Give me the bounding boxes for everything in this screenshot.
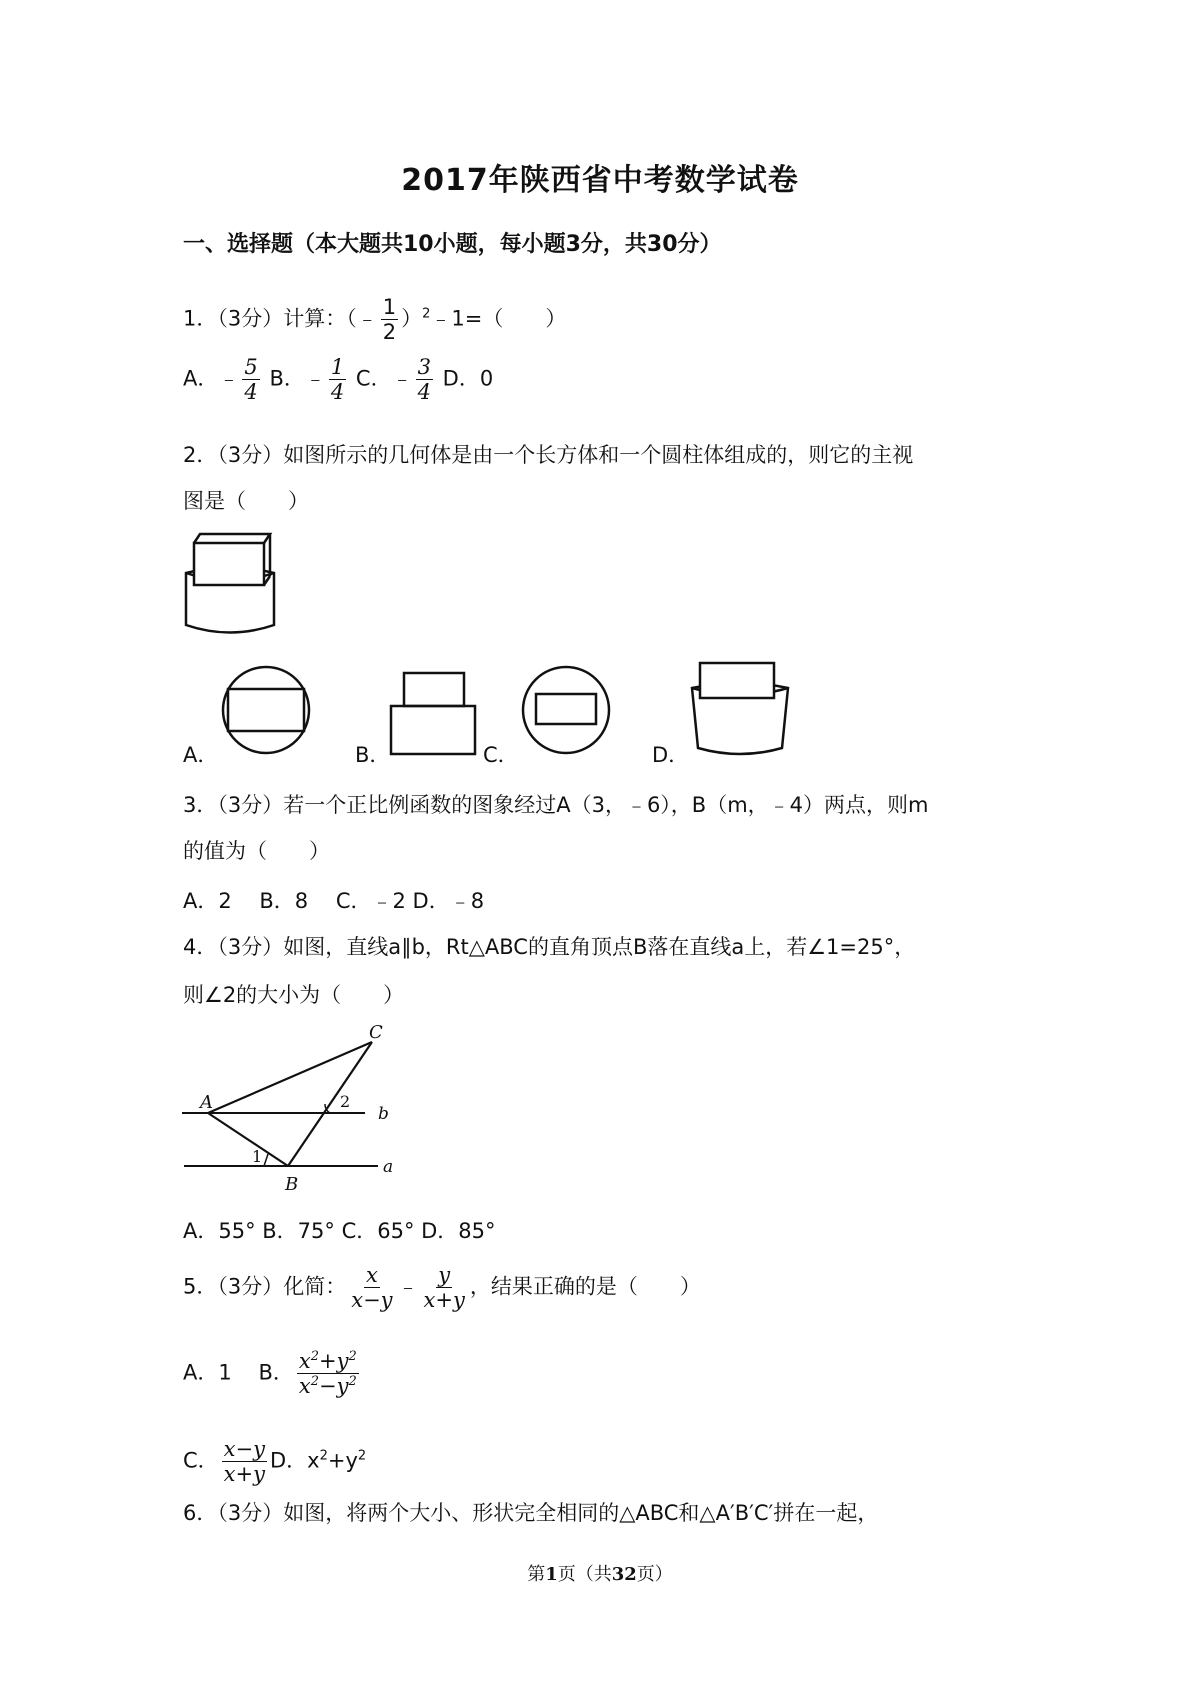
question-6-line1: 6．（3分）如图，将两个大小、形状完全相同的△ABC和△A′B′C′拼在一起，: [183, 1501, 879, 1525]
question-1-options: A．﹣ $\frac{5}{4}$ B．﹣ $\frac{1}{4}$ C．﹣ $\frac{3}{4}$ D．0: [183, 355, 494, 405]
page-footer: 第1页（共32页）: [527, 1564, 673, 1585]
page-title: 2017年陕西省中考数学试卷: [401, 163, 799, 198]
question-2-line2: 图是（ ）: [183, 489, 309, 513]
total-pages: 32: [611, 1564, 637, 1585]
label-angle-1: 1: [252, 1147, 263, 1166]
q5-option-c-fraction: $\frac{x-y}{x+y}$: [223, 1437, 265, 1487]
q2-option-b-figure: [388, 670, 478, 758]
label-line-a: a: [383, 1157, 394, 1177]
q2-option-b-label: B．: [355, 743, 391, 767]
label-A: A: [200, 1092, 213, 1113]
page-number: 1: [545, 1564, 558, 1585]
question-4-line2: 则∠2的大小为（ ）: [183, 983, 405, 1007]
q2-option-d-label: D．: [652, 743, 690, 767]
question-3-line1: 3．（3分）若一个正比例函数的图象经过A（3，﹣6），B（m，﹣4）两点，则m: [183, 793, 929, 817]
question-5-options-ab: A．1 B． $\frac{x^2+y^2}{x^2-y^2}$: [183, 1349, 357, 1399]
question-5: 5．（3分）化简： $\frac{x}{x-y}$ ﹣ $\frac{y}{x+y}$ ，结果正确的是（ ）: [183, 1263, 701, 1313]
q2-option-c-label: C．: [483, 743, 519, 767]
question-2-line1: 2．（3分）如图所示的几何体是由一个长方体和一个圆柱体组成的，则它的主视: [183, 443, 914, 467]
q1-fraction: $\frac{1}{2}$: [382, 295, 397, 345]
label-C: C: [369, 1022, 383, 1043]
q4-geometry-figure: [180, 1020, 410, 1195]
q2-option-d-figure: [688, 660, 792, 760]
q5-fraction-1: $\frac{x}{x-y}$: [351, 1263, 393, 1313]
q1-exponent: 2: [422, 306, 431, 322]
label-angle-2: 2: [340, 1092, 351, 1111]
section-heading: 一、选择题（本大题共10小题，每小题3分，共30分）: [183, 232, 722, 257]
question-5-options-cd: C． $\frac{x-y}{x+y}$ D．$x^2+y^2$: [183, 1437, 367, 1487]
question-3-line2: 的值为（ ）: [183, 839, 330, 863]
label-B: B: [285, 1174, 299, 1195]
q5-option-b-fraction: $\frac{x^2+y^2}{x^2-y^2}$: [298, 1349, 357, 1399]
q2-option-a-figure: [220, 664, 312, 756]
q5-fraction-2: $\frac{y}{x+y}$: [423, 1263, 465, 1313]
label-line-b: b: [378, 1104, 389, 1124]
q2-option-c-figure: [520, 664, 612, 756]
question-3-options: A．2 B．8 C．﹣2 D．﹣8: [183, 889, 485, 913]
q1-prefix: 1．（3分）计算：（﹣: [183, 306, 378, 331]
question-4-line1: 4．（3分）如图，直线a∥b，Rt△ABC的直角顶点B落在直线a上，若∠1=25°，: [183, 935, 916, 959]
q2-solid-figure: [180, 530, 290, 640]
question-1: 1．（3分）计算：（﹣ $\frac{1}{2}$ ）$^2$﹣1=（ ）: [183, 295, 567, 345]
q2-option-a-label: A．: [183, 743, 219, 767]
question-4-options: A．55° B．75° C．65° D．85°: [183, 1219, 496, 1243]
